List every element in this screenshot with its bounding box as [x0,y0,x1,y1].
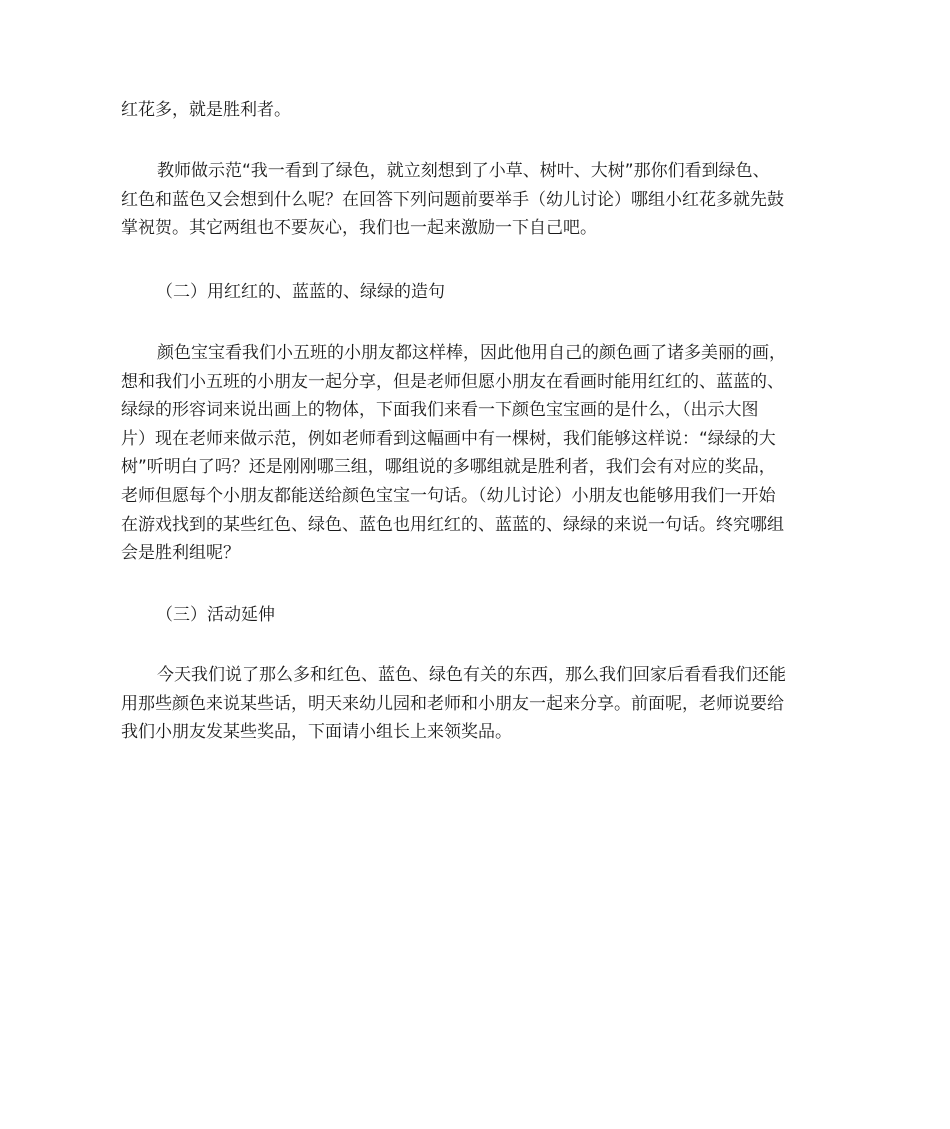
paragraph-line: 老师但愿每个小朋友都能送给颜色宝宝一句话。（幼儿讨论）小朋友也能够用我们一开始 [121,485,776,506]
paragraph-line: 绿绿的形容词来说出画上的物体，下面我们来看一下颜色宝宝画的是什么，（出示大图 [121,400,759,421]
section-heading-2: （二）用红红的、蓝蓝的、绿绿的造句 [156,282,445,302]
paragraph-line: 今天我们说了那么多和红色、蓝色、绿色有关的东西，那么我们回家后看看我们还能 [157,665,786,685]
paragraph-intro [121,96,833,125]
paragraph-line: 想和我们小五班的小朋友一起分享，但是老师但愿小朋友在看画时能用红红的、蓝蓝的、 [121,371,784,392]
paragraph-teacher-demo [121,157,833,243]
paragraph-line: 会是胜利组呢？ [121,543,240,564]
paragraph-line: 红色和蓝色又会想到什么呢？在回答下列问题前要举手（幼儿讨论）哪组小红花多就先鼓 [121,189,784,210]
paragraph-color-baby [121,339,833,568]
paragraph-line: 掌祝贺。其它两组也不要灰心，我们也一起来激励一下自己吧。 [121,218,597,239]
paragraph-line: 教师做示范“我一看到了绿色，就立刻想到了小草、树叶、大树”那你们看到绿色、 [157,161,770,181]
section-heading-3: （三）活动延伸 [156,605,275,625]
paragraph-activity-extension [121,661,833,747]
paragraph-line: 颜色宝宝看我们小五班的小朋友都这样棒，因此他用自己的颜色画了诸多美丽的画， [157,343,786,363]
paragraph-line: 我们小朋友发某些奖品，下面请小组长上来领奖品。 [121,722,512,743]
paragraph-line: 树”听明白了吗？还是刚刚哪三组，哪组说的多哪组就是胜利者，我们会有对应的奖品， [121,457,776,478]
paragraph-line: 在游戏找到的某些红色、绿色、蓝色也用红红的、蓝蓝的、绿绿的来说一句话。终究哪组 [121,514,784,535]
paragraph-line: 红花多，就是胜利者。 [121,100,291,120]
paragraph-line: 片）现在老师来做示范，例如老师看到这幅画中有一棵树，我们能够这样说：“绿绿的大 [121,428,776,449]
paragraph-line: 用那些颜色来说某些话，明天来幼儿园和老师和小朋友一起来分享。前面呢，老师说要给 [121,693,784,714]
